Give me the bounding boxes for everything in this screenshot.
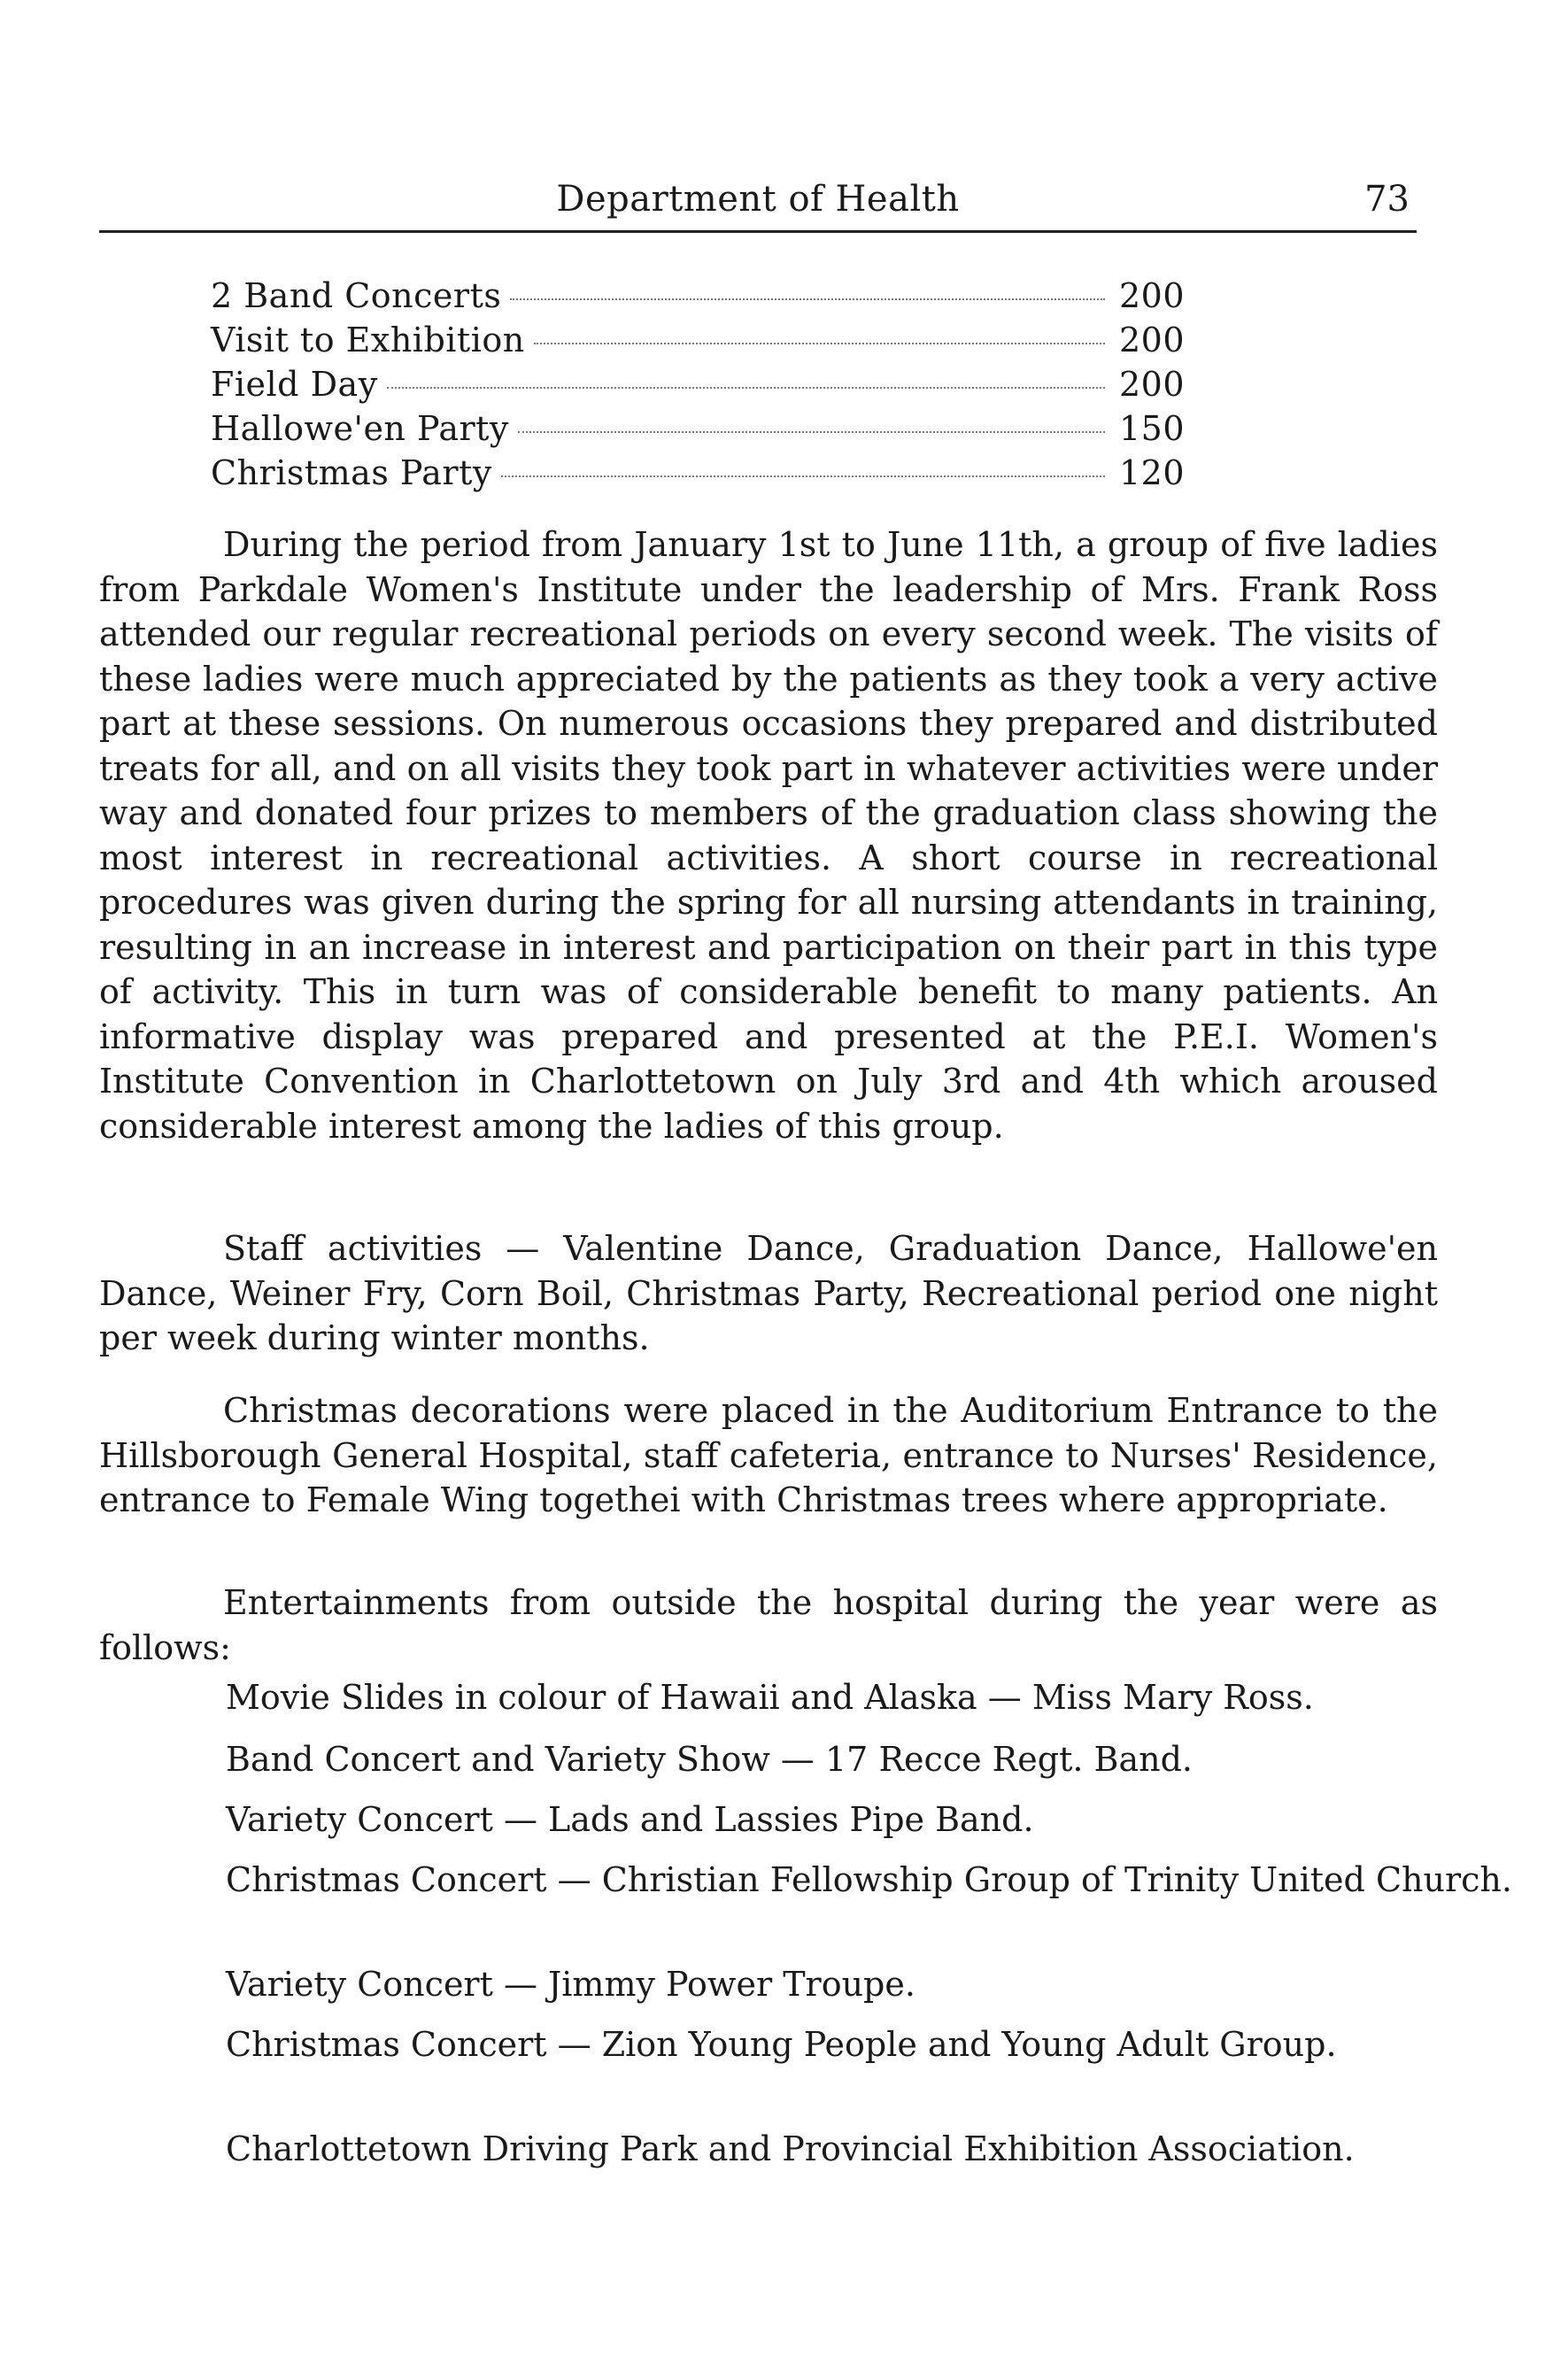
cost-value: 200: [1118, 321, 1185, 359]
paragraph-parkdale: During the period from January 1st to June 11th, a group of five ladies from Parkdale Women's Institute under the leadership of Mrs. Frank Ross attended our regular recreational periods on every second week. The visits of these ladies were much appreciated by the patients as they took a very active part at these sessions. On numerous occasions they prepared and distributed treats for all, and on all visits they took part in whatever activities were under way and donated four prizes to members of the graduation class showing the most interest in recreational activities. A short course in recreational procedures was given during the spring for all nursing attendants in training, resulting in an increase in interest and participation on their part in this type of activity. This in turn was of considerable benefit to many patients. An informative display was prepared and presented at the P.E.I. Women's Institute Convention in Charlottetown on July 3rd and 4th which aroused considerable interest among the ladies of this group.: [99, 525, 1438, 1146]
page-number: 73: [1364, 179, 1410, 220]
cost-value: 200: [1118, 365, 1185, 404]
paragraph-decorations: Christmas decorations were placed in the Auditorium Entrance to the Hillsborough General Hospital, staff cafeteria, entrance to Nurses' Residence, entrance to Female Wing togethei with Christmas trees where appropriate.: [99, 1391, 1438, 1519]
cost-value: 200: [1118, 276, 1185, 315]
cost-label: 2 Band Concerts: [211, 276, 502, 315]
leader-dots: [534, 343, 1105, 344]
leader-dots: [501, 475, 1105, 477]
leader-dots: [387, 387, 1105, 389]
cost-row: [211, 365, 1185, 409]
cost-row: [211, 453, 1185, 498]
cost-label: Visit to Exhibition: [211, 321, 525, 359]
paragraph-entertainments-intro: Entertainments from outside the hospital during the year were as follows:: [99, 1583, 1438, 1667]
cost-label: Field Day: [211, 365, 378, 404]
leader-dots: [510, 298, 1105, 300]
leader-dots: [518, 431, 1105, 433]
entertainment-item: Christmas Concert — Christian Fellowship Group of Trinity United Church.: [226, 1860, 1512, 1899]
cost-list: [211, 276, 1185, 498]
cost-label: Hallowe'en Party: [211, 409, 509, 448]
entertainment-item: Band Concert and Variety Show — 17 Recce Regt. Band.: [226, 1740, 1193, 1779]
cost-row: [211, 276, 1185, 321]
entertainment-item: Charlottetown Driving Park and Provincial Exhibition Association.: [226, 2129, 1355, 2168]
cost-label: Christmas Party: [211, 453, 492, 492]
cost-value: 150: [1118, 409, 1185, 448]
entertainment-item: Variety Concert — Jimmy Power Troupe.: [226, 1965, 915, 2004]
page-title: Department of Health: [556, 179, 960, 220]
entertainment-item: Christmas Concert — Zion Young People and Young Adult Group.: [226, 2025, 1337, 2064]
page-header: [99, 177, 1417, 233]
entertainment-item: Variety Concert — Lads and Lassies Pipe Band.: [226, 1800, 1034, 1839]
entertainment-item: Movie Slides in colour of Hawaii and Alaska — Miss Mary Ross.: [226, 1678, 1314, 1717]
paragraph-staff-activities: Staff activities — Valentine Dance, Graduation Dance, Hallowe'en Dance, Weiner Fry, Corn Boil, Christmas Party, Recreational period one night per week during winter months.: [99, 1229, 1438, 1357]
cost-value: 120: [1118, 453, 1185, 492]
cost-row: [211, 321, 1185, 365]
cost-row: [211, 409, 1185, 453]
